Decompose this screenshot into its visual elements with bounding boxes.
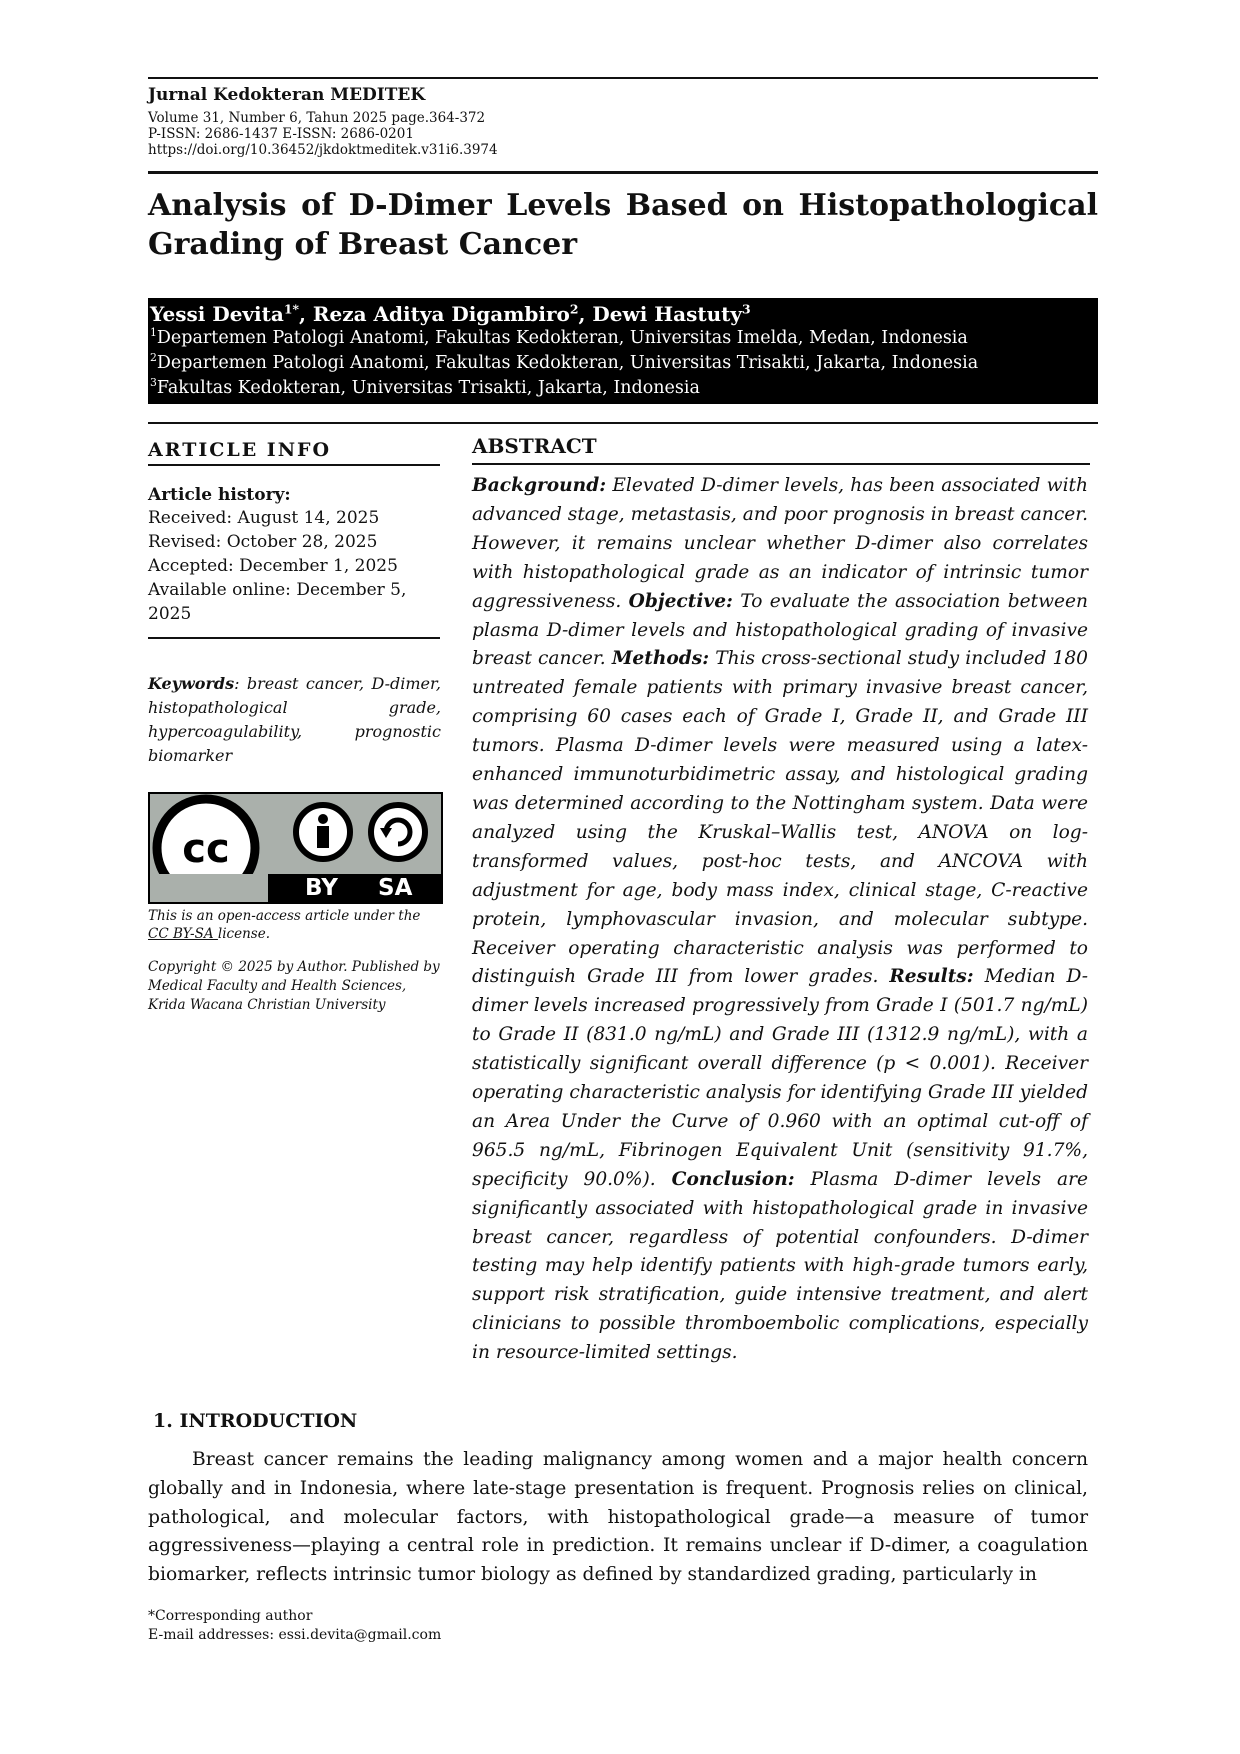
author-name: , Reza Aditya Digambiro: [298, 302, 570, 326]
journal-issn: P-ISSN: 2686-1437 E-ISSN: 2686-0201: [148, 126, 414, 142]
keywords-label: Keywords: [148, 674, 235, 693]
conclusion-label: Conclusion:: [671, 1168, 795, 1190]
email-address: E-mail addresses: essi.devita@gmail.com: [148, 1627, 442, 1643]
corresponding-author-note: *Corresponding author: [148, 1608, 313, 1624]
keywords-text: : breast cancer, D-dimer, histopathological grade, hypercoagulability, prognostic biomarker: [148, 674, 441, 765]
methods-label: Methods:: [611, 648, 710, 670]
author-sup: 2: [569, 301, 579, 317]
author-sup: 3: [742, 301, 751, 317]
intro-paragraph: Breast cancer remains the leading malignancy among women and a major health concern globally and in Indonesia, where late-stage presentation is frequent. Prognosis relies on clinical, pathological, and molecular factors, with histopathological grade—a measure of tumor aggressiveness—playing a central role in prediction. It remains unclear if D-dimer, a coagulation biomarker, reflects intrinsic tumor biology as defined by standardized grading, particularly in: [148, 1449, 1088, 1586]
license-link[interactable]: CC BY-SA: [148, 926, 218, 942]
cc-by-label: BY: [305, 875, 338, 901]
license-note: This is an open-access article under the CC BY-SA license.: [148, 908, 421, 942]
methods-text: This cross-sectional study included 180 untreated female patients with primary invasive breast cancer, comprising 60 cases each of Grade I, Grade II, and Grade III tumors. Plasma D-dimer levels were measured using a latex-enhanced immunoturbidimetric assay, and histological grading was determined according to the Nottingham system. Data were analyzed using the Kruskal–Wallis test, ANOVA on log-transformed values, post-hoc tests, and ANCOVA with adjustment for age, body mass index, clinical stage, C-reactive protein, lymphovascular invasion, and molecular subtype. Receiver operating characteristic analysis was performed to distinguish Grade III from lower grades.: [472, 648, 1088, 988]
accepted-date: Accepted: December 1, 2025: [148, 556, 398, 576]
section-rule: [148, 422, 1098, 424]
article-history-heading: Article history:: [148, 485, 291, 505]
results-text: Median D-dimer levels increased progressively from Grade I (501.7 ng/mL) to Grade II (831.0 ng/mL) and Grade III (1312.9 ng/mL), with a statistically significant overall difference (p < 0.001). Receiver operating characteristic analysis for identifying Grade III yielded an Area Under the Curve of 0.960 with an optimal cut-off of 965.5 ng/mL, Fibrinogen Equivalent Unit (sensitivity 91.7%, specificity 90.0%).: [472, 966, 1089, 1190]
article-info-heading: ARTICLE INFO: [148, 439, 332, 461]
objective-text: To evaluate the association between plasma D-dimer levels and histopathological grading of invasive breast cancer.: [472, 590, 1088, 670]
header-bottom-rule: [148, 171, 1098, 174]
article-info-rule: [148, 464, 440, 466]
cc-icons: [150, 794, 441, 874]
background-label: Background:: [472, 475, 607, 496]
conclusion-text: Plasma D-dimer levels are significantly associated with histopathological grade in invasive breast cancer, regardless of potential confounders. D-dimer testing may help identify patients with high-grade tumors early, support risk stratification, guide intensive treatment, and alert clinicians to possible thromboembolic complications, especially in resource-limited settings.: [472, 1168, 1088, 1364]
online-date-year: 2025: [148, 604, 192, 624]
objective-label: Objective:: [628, 590, 733, 612]
received-date: Received: August 14, 2025: [148, 508, 380, 528]
affiliation: $^2$Departemen Patologi Anatomi, Fakultas Kedokteran, Universitas Trisakti, Jakarta, Indonesia: [150, 351, 979, 373]
results-label: Results:: [889, 966, 974, 988]
article-title: Analysis of D-Dimer Levels Based on Histopathological Grading of Breast Cancer: [148, 188, 1098, 262]
svg-text:cc: cc: [182, 826, 230, 872]
copyright-note: Copyright © 2025 by Author. Published by Medical Faculty and Health Sciences, Krida Wacana Christian University: [148, 959, 440, 1013]
authors-block: [148, 298, 1098, 404]
cc-icon: [157, 799, 255, 874]
journal-name: Jurnal Kedokteran MEDITEK: [148, 85, 426, 105]
share-alike-icon: [371, 805, 425, 859]
keywords: [148, 672, 441, 768]
revised-date: Revised: October 28, 2025: [148, 532, 378, 552]
history-rule: [148, 637, 440, 639]
affiliation: $^1$Departemen Patologi Anatomi, Fakultas Kedokteran, Universitas Imelda, Medan, Indonesia: [150, 326, 968, 348]
author-name: Yessi Devita: [150, 302, 284, 326]
intro-heading: 1. INTRODUCTION: [153, 1410, 358, 1432]
affiliation: $^3$Fakultas Kedokteran, Universitas Trisakti, Jakarta, Indonesia: [150, 376, 700, 398]
author-list: [150, 302, 751, 326]
journal-volume: Volume 31, Number 6, Tahun 2025 page.364-372: [148, 110, 486, 126]
background-text: Elevated D-dimer levels, has been associated with advanced stage, metastasis, and poor prognosis in breast cancer. However, it remains unclear whether D-dimer also correlates with histopathological grade as an indicator of intrinsic tumor aggressiveness.: [472, 475, 1088, 612]
journal-doi[interactable]: https://doi.org/10.36452/jkdoktmeditek.v31i6.3974: [148, 142, 498, 158]
author-name: , Dewi Hastuty: [578, 302, 743, 326]
attribution-icon: [296, 805, 350, 859]
online-date: Available online: December 5,: [148, 580, 407, 600]
author-sup: 1*: [283, 301, 299, 317]
abstract-rule: [472, 463, 1090, 465]
cc-by-sa-badge[interactable]: [148, 792, 443, 904]
top-rule: [148, 77, 1098, 79]
cc-label-bar: [268, 874, 443, 904]
abstract-text: [472, 472, 1088, 1368]
cc-sa-label: SA: [378, 875, 413, 901]
abstract-heading: ABSTRACT: [472, 434, 597, 458]
